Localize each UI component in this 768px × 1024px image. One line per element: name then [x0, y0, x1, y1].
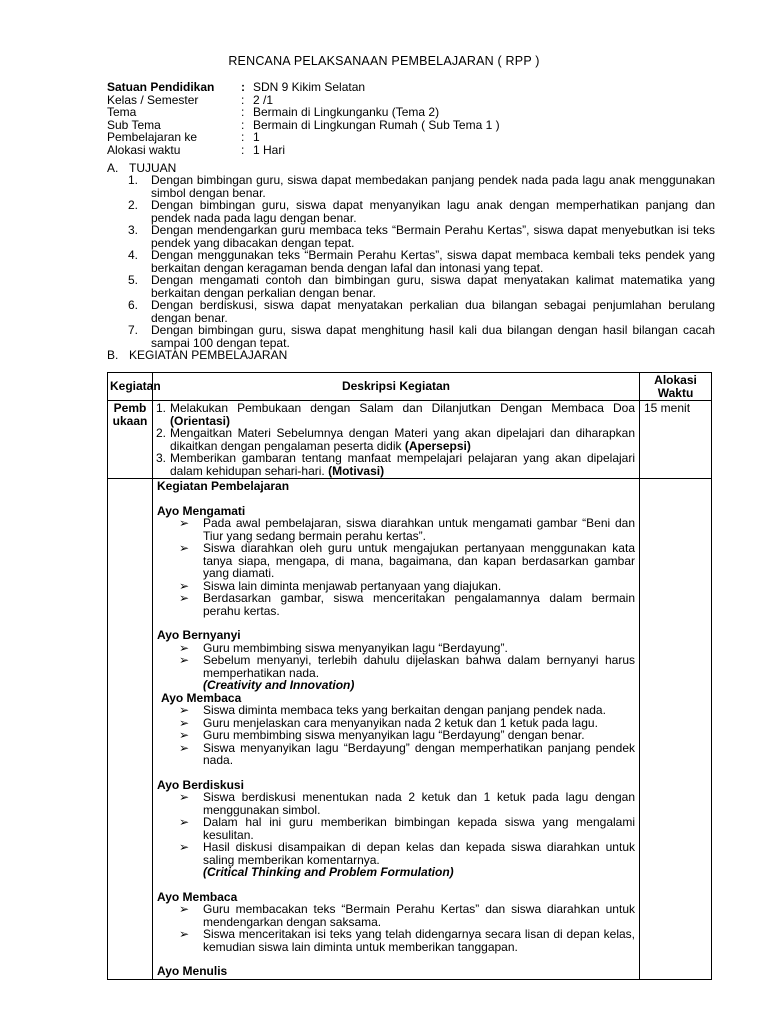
bullet-item: [157, 841, 635, 866]
section-letter: A.: [107, 161, 119, 175]
arrow-bullet-icon: ➢: [179, 902, 190, 916]
bullet-text: Sebelum menyanyi, terlebih dahulu dijelaskan bahwa dalam bernyanyi harus memperhatikan nada.: [203, 653, 635, 680]
info-value: Bermain di Lingkungan Rumah ( Sub Tema 1 ): [253, 117, 500, 132]
section-letter: B.: [107, 348, 119, 362]
bullet-text: Siswa berdiskusi menentukan nada 2 ketuk dan 1 ketuk pada lagu dengan menggunakan simbol.: [203, 790, 635, 817]
bullet-item: [157, 729, 635, 742]
goals-list: [128, 174, 715, 349]
bullet-text: Guru membacakan teks “Bermain Perahu Kertas” dan siswa diarahkan untuk mendengarkan dengan saksama.: [203, 902, 635, 929]
bullet-item: [157, 592, 635, 617]
arrow-bullet-icon: ➢: [179, 728, 190, 742]
info-row-satuan: [107, 81, 500, 94]
arrow-bullet-icon: ➢: [179, 516, 190, 530]
cell-alokasi: 15 menit: [640, 401, 712, 479]
goal-number: 6.: [128, 298, 139, 312]
item-body: Memberikan gambaran tentang manfaat mempelajari pelajaran yang akan dipelajari dalam kehidupan sehari-hari.: [170, 451, 635, 478]
membaca-2-list: [157, 903, 635, 953]
goal-text: Dengan menggunakan teks “Bermain Perahu Kertas”, siswa dapat membaca kembali teks pendek yang berkaitan dengan keragaman benda dengan lafal dan intonasi yang tepat.: [151, 248, 715, 275]
goal-number: 1.: [128, 173, 139, 187]
item-number: 1.: [156, 401, 167, 415]
bullet-item: [157, 903, 635, 928]
item-body: Melakukan Pembukaan dengan Salam dan Dilanjutkan Dengan Membaca Doa: [170, 401, 635, 415]
table-row-inti: [108, 479, 712, 980]
cell-deskripsi-inti: [153, 479, 640, 980]
subheading-mengamati: Ayo Mengamati: [157, 503, 246, 518]
item-tag: (Motivasi): [328, 463, 385, 478]
header-alokasi: Alokasi Waktu: [640, 373, 712, 401]
arrow-bullet-icon: ➢: [179, 578, 190, 593]
table-row-pembukaan: [108, 401, 712, 479]
info-label: Pembelajaran ke: [107, 130, 198, 144]
arrow-bullet-icon: ➢: [179, 740, 190, 755]
bullet-text: Dalam hal ini guru memberikan bimbingan kepada siswa yang mengalami kesulitan.: [203, 815, 635, 842]
document-title: RENCANA PELAKSANAAN PEMBELAJARAN ( RPP ): [228, 54, 540, 68]
info-row-alokasi: [107, 144, 500, 157]
cell-alokasi-empty: [640, 479, 712, 980]
header-kegiatan: Kegiatan: [108, 373, 153, 401]
goal-text: Dengan mendengarkan guru membaca teks “Bermain Perahu Kertas”, siswa dapat menyebutkan isi teks pendek yang dibacakan dengan tepat.: [151, 223, 715, 250]
bullet-item: [157, 654, 635, 679]
section-title: KEGIATAN PEMBELAJARAN: [129, 348, 288, 362]
goal-item: [128, 224, 715, 249]
cell-kegiatan: Pembukaan: [108, 401, 153, 479]
info-value: 1 Hari: [253, 142, 286, 157]
info-label: Tema: [107, 105, 137, 119]
identity-block: [107, 81, 500, 156]
bullet-text: Siswa menyanyikan lagu “Berdayung” dengan memperhatikan panjang pendek nada.: [203, 740, 635, 767]
info-value: SDN 9 Kikim Selatan: [253, 80, 366, 94]
bernyanyi-list: [157, 642, 635, 680]
goal-text: Dengan bimbingan guru, siswa dapat membedakan panjang pendek nada pada lagu anak menggunakan simbol dengan benar.: [151, 173, 715, 200]
activities-table: [107, 372, 712, 980]
section-b-heading: [107, 349, 287, 362]
arrow-bullet-icon: ➢: [179, 815, 190, 829]
info-label: Kelas / Semester: [107, 92, 199, 107]
info-value: 1: [253, 130, 260, 144]
list-item: [153, 452, 635, 477]
goal-item: [128, 199, 715, 224]
goal-number: 3.: [128, 223, 139, 237]
info-label: Alokasi waktu: [107, 142, 181, 157]
info-value: Bermain di Lingkunganku (Tema 2): [253, 105, 440, 119]
bullet-text: Pada awal pembelajaran, siswa diarahkan untuk mengamati gambar “Beni dan Tiur yang sedang bermain perahu kertas”.: [203, 516, 635, 543]
header-deskripsi: Deskripsi Kegiatan: [153, 373, 640, 401]
goal-item: [128, 274, 715, 299]
bullet-text: Siswa diminta membaca teks yang berkaitan dengan panjang pendek nada.: [203, 703, 606, 717]
goal-number: 4.: [128, 248, 139, 262]
subheading-berdiskusi: Ayo Berdiskusi: [157, 777, 244, 792]
bullet-text: Guru membimbing siswa menyanyikan lagu “Berdayung”.: [203, 640, 508, 655]
item-text: [170, 452, 635, 477]
arrow-bullet-icon: ➢: [179, 703, 190, 717]
bullet-text: Siswa lain diminta menjawab pertanyaan yang diajukan.: [203, 578, 502, 593]
arrow-bullet-icon: ➢: [179, 653, 190, 667]
info-row-tema: [107, 106, 500, 119]
item-number: 3.: [156, 451, 167, 465]
bullet-item: [157, 517, 635, 542]
arrow-bullet-icon: ➢: [179, 715, 190, 730]
info-colon: :: [241, 105, 245, 119]
bullet-text: Guru membimbing siswa menyanyikan lagu “Berdayung” dengan benar.: [203, 728, 585, 742]
subheading-membaca: Ayo Membaca: [161, 690, 242, 705]
opening-list: [153, 402, 635, 477]
table-header-row: [108, 373, 712, 401]
info-colon: :: [241, 80, 245, 94]
item-body: Mengaitkan Materi Sebelumnya dengan Materi yang akan dipelajari dan diharapkan dikaitkan dengan pengalaman peserta didik: [170, 426, 635, 453]
bullet-text: Siswa diarahkan oleh guru untuk mengajukan pertanyaan menggunakan kata tanya siapa, mengapa, di mana, bagaimana, dan kapan berdasarkan gambar yang diamati.: [203, 541, 635, 580]
list-item: [153, 402, 635, 427]
mengamati-list: [157, 517, 635, 617]
subheading-membaca-2: Ayo Membaca: [157, 889, 238, 904]
goal-text: Dengan bimbingan guru, siswa dapat menghitung hasil kali dua bilangan dengan hasil bilangan cacah sampai 100 dengan tepat.: [151, 323, 715, 350]
arrow-bullet-icon: ➢: [179, 790, 190, 804]
info-value: 2 /1: [253, 92, 274, 107]
goal-item: [128, 324, 715, 349]
goal-item: [128, 299, 715, 324]
bullet-text: Siswa menceritakan isi teks yang telah didengarnya secara lisan di depan kelas, kemudian siswa lain diminta untuk memberikan tanggapan.: [203, 927, 635, 954]
bullet-item: [157, 742, 635, 767]
arrow-bullet-icon: ➢: [179, 591, 190, 605]
item-tag: (Apersepsi): [404, 438, 471, 453]
subheading-bernyanyi: Ayo Bernyanyi: [157, 628, 241, 642]
goal-number: 7.: [128, 323, 139, 337]
item-text: [170, 427, 635, 452]
goal-item: [128, 174, 715, 199]
info-label: Sub Tema: [107, 117, 161, 132]
goal-text: Dengan bimbingan guru, siswa dapat menyanyikan lagu anak dengan memperhatikan panjang dan pendek nada pada lagu dengan benar.: [151, 198, 715, 225]
info-colon: :: [241, 142, 245, 157]
info-colon: :: [241, 92, 245, 107]
section-title: TUJUAN: [129, 161, 177, 175]
arrow-bullet-icon: ➢: [179, 927, 190, 941]
goal-text: Dengan mengamati contoh dan bimbingan guru, siswa dapat menyatakan kalimat matematika yang berkaitan dengan perkalian dengan benar.: [151, 273, 715, 300]
info-label: Satuan Pendidikan: [107, 80, 215, 94]
bullet-text: Guru menjelaskan cara menyanyikan nada 2 ketuk dan 1 ketuk pada lagu.: [203, 715, 598, 730]
arrow-bullet-icon: ➢: [179, 640, 190, 655]
list-item: [153, 427, 635, 452]
bullet-item: [157, 704, 635, 717]
bullet-item: [157, 791, 635, 816]
info-colon: :: [241, 117, 245, 132]
berdiskusi-list: [157, 791, 635, 866]
skill-note: (Critical Thinking and Problem Formulation): [203, 865, 454, 879]
arrow-bullet-icon: ➢: [179, 541, 190, 555]
cell-deskripsi: [153, 401, 640, 479]
bullet-item: [157, 542, 635, 580]
info-colon: :: [241, 130, 245, 144]
cell-kegiatan-empty: [108, 479, 153, 980]
membaca-list: [157, 704, 635, 767]
goal-item: [128, 249, 715, 274]
goal-text: Dengan berdiskusi, siswa dapat menyatakan perkalian dua bilangan sebagai penjumlahan berulang dengan benar.: [151, 298, 715, 325]
item-number: 2.: [156, 426, 167, 440]
item-tag: (Orientasi): [170, 413, 231, 428]
goal-number: 5.: [128, 273, 139, 287]
bullet-item: [157, 816, 635, 841]
info-row-pembelajaran: [107, 131, 500, 144]
goal-number: 2.: [128, 198, 139, 212]
bullet-item: [157, 928, 635, 953]
bullet-text: Hasil diskusi disampaikan di depan kelas dan kepada siswa diarahkan untuk saling memberikan komentarnya.: [203, 840, 635, 867]
item-text: [170, 402, 635, 427]
skill-note: (Creativity and Innovation): [203, 678, 355, 692]
arrow-bullet-icon: ➢: [179, 840, 190, 854]
subheading-menulis: Ayo Menulis: [157, 964, 228, 978]
block-title: Kegiatan Pembelajaran: [157, 479, 290, 493]
bullet-text: Berdasarkan gambar, siswa menceritakan pengalamannya dalam bermain perahu kertas.: [203, 591, 635, 618]
